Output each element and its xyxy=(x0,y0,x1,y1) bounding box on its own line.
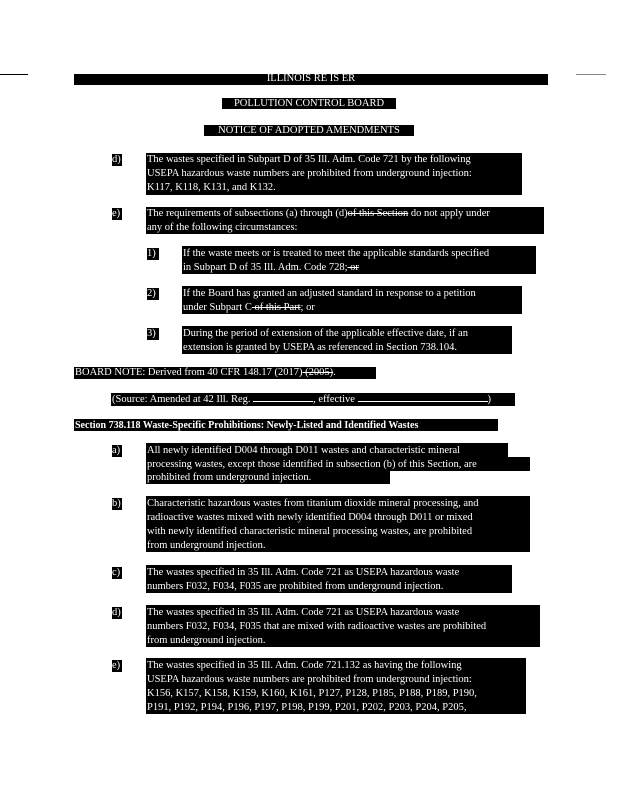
s1-e2-line-2-struck: of this Part xyxy=(251,302,301,313)
s1-e1-line-1: If the waste meets or is treated to meet the applicable standards specified xyxy=(183,248,490,259)
register-title: ILLINOIS RE IS ER xyxy=(266,73,356,84)
s2-c-line-1: The wastes specified in 35 Ill. Adm. Code 721 as USEPA hazardous waste xyxy=(147,567,460,578)
s2-d-line-1: The wastes specified in 35 Ill. Adm. Code 721 as USEPA hazardous waste xyxy=(147,607,460,618)
s2-b-line-3: with newly identified characteristic mineral processing wastes, are prohibited xyxy=(147,526,473,537)
s2-a-label: a) xyxy=(112,445,121,456)
s2-a-line-2: processing wastes, except those identified in subsection (b) of this Section, are xyxy=(147,459,477,470)
s1-e-label: e) xyxy=(112,208,121,219)
source-b: , effective xyxy=(313,394,358,405)
s1-d-line-3: K117, K118, K131, and K132. xyxy=(147,182,276,193)
s1-e3-label: 3) xyxy=(147,328,156,339)
s1-d-line-1: The wastes specified in Subpart D of 35 Ill. Adm. Code 721 by the following xyxy=(147,154,471,165)
s1-d-label: d) xyxy=(112,154,121,165)
s1-e1-line-2 xyxy=(183,261,359,274)
s2-b-line-1: Characteristic hazardous wastes from titanium dioxide mineral processing, and xyxy=(147,498,479,509)
s2-e-line-3: K156, K157, K158, K159, K160, K161, P127, P128, P185, P188, P189, P190, xyxy=(147,688,477,699)
s1-e-line-2: any of the following circumstances: xyxy=(147,222,298,233)
source-a: (Source: Amended at 42 Ill. Reg. xyxy=(112,394,254,405)
s2-b-label: b) xyxy=(112,498,121,509)
s1-e1-line-2a: in Subpart D of 35 Ill. Adm. Code 728; xyxy=(183,262,348,273)
s1-e3-line-1: During the period of extension of the applicable effective date, if an xyxy=(183,328,468,339)
s2-e-line-1: The wastes specified in 35 Ill. Adm. Code 721.132 as having the following xyxy=(147,660,462,671)
header-top-rule xyxy=(0,74,28,75)
section-heading: Section 738.118 Waste-Specific Prohibitions: Newly-Listed and Identified Wastes xyxy=(75,420,419,431)
s2-c-label: c) xyxy=(112,567,121,578)
board-note-b: . xyxy=(333,367,336,378)
s1-e2-label: 2) xyxy=(147,288,156,299)
s2-d-line-2: numbers F032, F034, F035 that are mixed with radioactive wastes are prohibited xyxy=(147,621,487,632)
s2-e-line-4: P191, P192, P194, P196, P197, P198, P199, P201, P202, P203, P204, P205, xyxy=(147,702,467,713)
s1-e3-line-2: extension is granted by USEPA as referenced in Section 738.104. xyxy=(183,342,458,353)
s2-e-line-2: USEPA hazardous waste numbers are prohibited from underground injection: xyxy=(147,674,472,685)
s2-e-label: e) xyxy=(112,660,121,671)
source-c: ) xyxy=(487,394,492,405)
s1-e2-line-1: If the Board has granted an adjusted standard in response to a petition xyxy=(183,288,476,299)
s2-b-line-4: from underground injection. xyxy=(147,540,266,551)
source-effective-blank xyxy=(358,401,488,402)
s1-e1-line-2-struck: or xyxy=(347,262,359,273)
s2-d-line-3: from underground injection. xyxy=(147,635,266,646)
s2-a-line-1: All newly identified D004 through D011 wastes and characteristic mineral xyxy=(147,445,461,456)
source-line xyxy=(112,393,491,406)
s1-e1-label: 1) xyxy=(147,248,156,259)
s2-d-label: d) xyxy=(112,607,121,618)
s1-e-line-1b: do not apply under xyxy=(408,208,490,219)
board-title: POLLUTION CONTROL BOARD xyxy=(233,98,385,109)
s1-e2-line-2a: under Subpart C xyxy=(183,302,252,313)
s1-e-line-1-struck: of this Section xyxy=(347,208,409,219)
s1-e2-line-2b: ; or xyxy=(300,302,315,313)
s1-e2-line-2 xyxy=(183,301,315,314)
s2-c-line-2: numbers F032, F034, F035 are prohibited from underground injection. xyxy=(147,581,444,592)
board-note xyxy=(75,366,336,379)
board-note-a: BOARD NOTE: Derived from 40 CFR 148.17 (2017) xyxy=(75,367,303,378)
board-note-struck: (2005) xyxy=(302,367,334,378)
s2-b-line-2: radioactive wastes mixed with newly identified D004 through D011 or mixed xyxy=(147,512,473,523)
s2-a-line-3: prohibited from underground injection. xyxy=(147,472,312,483)
notice-title: NOTICE OF ADOPTED AMENDMENTS xyxy=(218,125,400,136)
source-reg-blank xyxy=(253,401,313,402)
header-top-rule-right xyxy=(576,74,606,75)
s1-e-line-1a: The requirements of subsections (a) through (d) xyxy=(147,208,348,219)
s1-d-line-2: USEPA hazardous waste numbers are prohibited from underground injection: xyxy=(147,168,472,179)
s1-e-line-1 xyxy=(147,207,490,220)
